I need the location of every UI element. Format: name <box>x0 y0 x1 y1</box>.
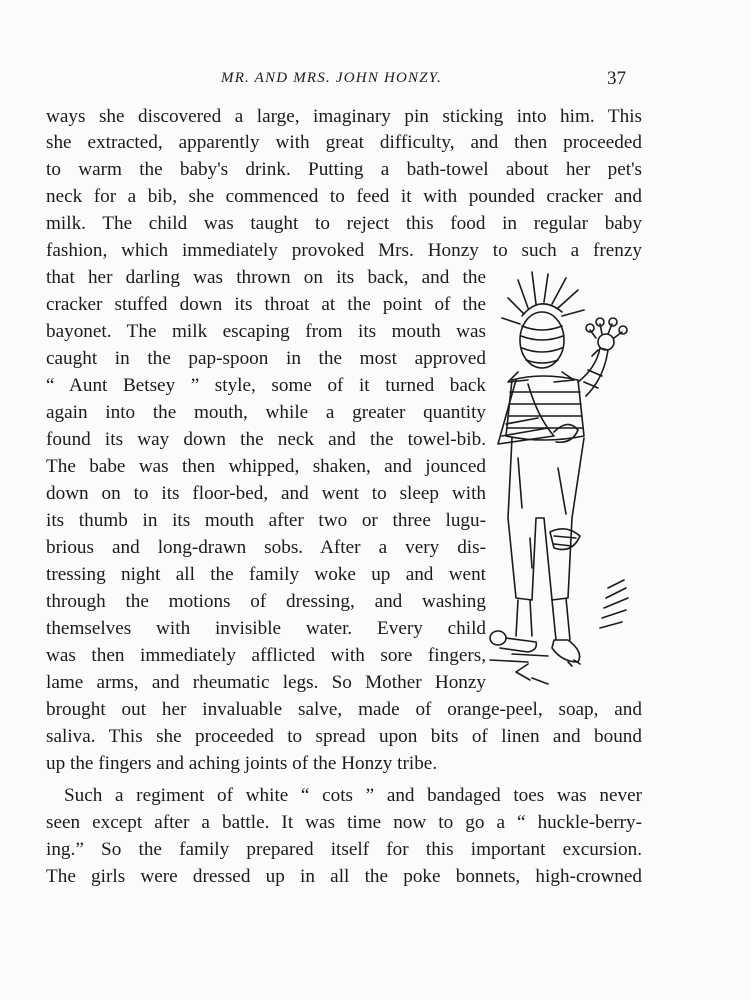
text-line: was then immediately afflicted with sore fingers, <box>46 645 486 666</box>
text-line: tressing night all the family woke up and went <box>46 564 486 585</box>
running-title: MR. AND MRS. JOHN HONZY. <box>221 70 442 86</box>
text-line: neck for a bib, she commenced to feed it with pounded cracker and <box>46 186 642 207</box>
bandaged-child-illustration <box>488 268 648 688</box>
text-line: brought out her invaluable salve, made of orange-peel, soap, and <box>46 699 642 720</box>
text-line: Such a regiment of white “ cots ” and bandaged toes was never <box>64 785 642 806</box>
text-line: ing.” So the family prepared itself for this important excursion. <box>46 839 642 860</box>
page-number: 37 <box>607 68 626 89</box>
running-header <box>46 68 626 94</box>
text-line: up the fingers and aching joints of the Honzy tribe. <box>46 753 438 774</box>
text-line: through the motions of dressing, and washing <box>46 591 486 612</box>
text-line: “ Aunt Betsey ” style, some of it turned back <box>46 375 486 396</box>
text-line: she extracted, apparently with great difficulty, and then proceeded <box>46 132 642 153</box>
text-line: The girls were dressed up in all the poke bonnets, high-crowned <box>46 866 642 887</box>
text-line: lame arms, and rheumatic legs. So Mother Honzy <box>46 672 486 693</box>
text-line: to warm the baby's drink. Putting a bath-towel about her pet's <box>46 159 642 180</box>
text-line: fashion, which immediately provoked Mrs. Honzy to such a frenzy <box>46 240 642 261</box>
text-line: themselves with invisible water. Every child <box>46 618 486 639</box>
text-line: its thumb in its mouth after two or three lugu- <box>46 510 486 531</box>
text-line: again into the mouth, while a greater quantity <box>46 402 486 423</box>
text-line: caught in the pap-spoon in the most approved <box>46 348 486 369</box>
text-line: seen except after a battle. It was time now to go a “ huckle-berry- <box>46 812 642 833</box>
text-line: ways she discovered a large, imaginary pin sticking into him. This <box>46 106 642 127</box>
text-line: bayonet. The milk escaping from its mouth was <box>46 321 486 342</box>
text-line: milk. The child was taught to reject this food in regular baby <box>46 213 642 234</box>
text-line: cracker stuffed down its throat at the point of the <box>46 294 486 315</box>
text-line: saliva. This she proceeded to spread upon bits of linen and bound <box>46 726 642 747</box>
text-line: down on to its floor-bed, and went to sleep with <box>46 483 486 504</box>
text-line: The babe was then whipped, shaken, and jounced <box>46 456 486 477</box>
text-line: that her darling was thrown on its back, and the <box>46 267 486 288</box>
text-line: brious and long-drawn sobs. After a very dis- <box>46 537 486 558</box>
text-line: found its way down the neck and the towel-bib. <box>46 429 486 450</box>
